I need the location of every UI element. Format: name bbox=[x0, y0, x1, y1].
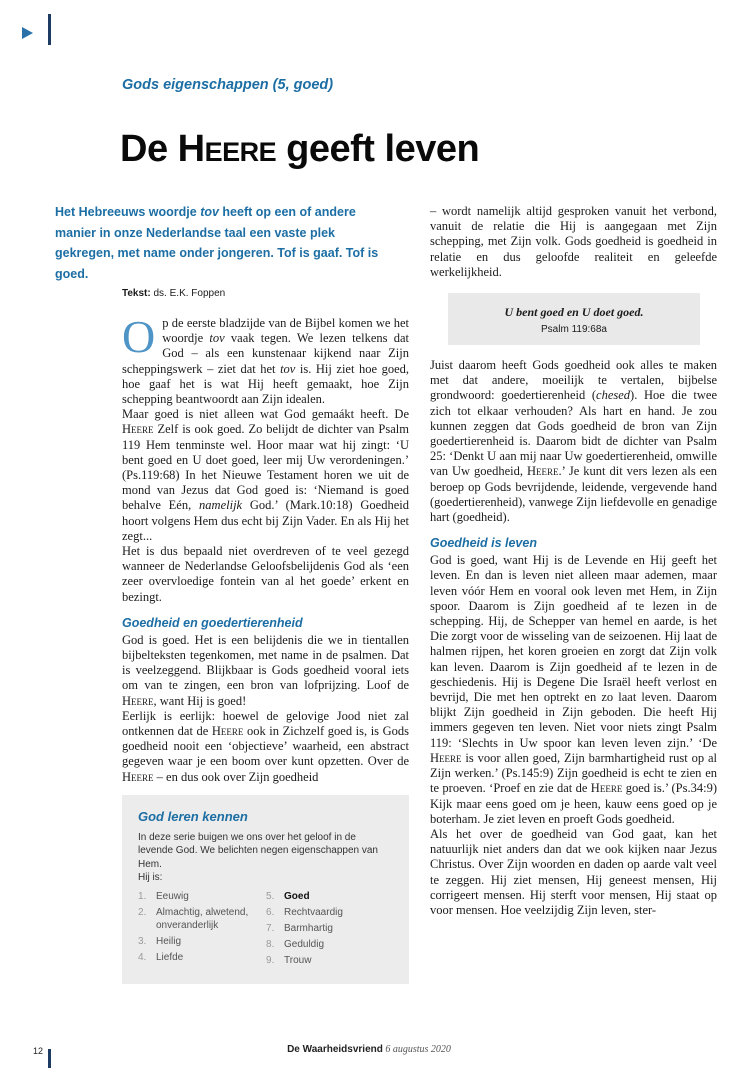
item-number: 7. bbox=[266, 922, 275, 934]
footer-magazine-name: De Waarheidsvriend bbox=[287, 1044, 383, 1055]
paragraph-3: Het is dus bepaald niet overdreven of te veel gezegd wanneer de Nederlandse Geloofsbelijdenis God als ‘een zeer overvloedige fontein van al het goede’ erkent en bezingt. bbox=[122, 544, 409, 604]
item-number: 5. bbox=[266, 890, 275, 902]
item-number: 1. bbox=[138, 890, 147, 902]
subheading-goedheid-is-leven: Goedheid is leven bbox=[430, 536, 537, 551]
infobox-intro: In deze serie buigen we ons over het geloof in de levende God. We belichten negen eigenschappen van Hem. bbox=[138, 831, 378, 870]
list-item bbox=[138, 890, 266, 903]
item-label: Barmhartig bbox=[284, 922, 333, 934]
attribute-list-col1 bbox=[138, 890, 266, 970]
category-label: Gods eigenschappen (5, goed) bbox=[122, 77, 334, 93]
item-number: 8. bbox=[266, 938, 275, 950]
subheading-goedheid-en-goedertierenheid: Goedheid en goedertierenheid bbox=[122, 615, 303, 630]
footer-center bbox=[0, 1044, 738, 1055]
paragraph-8: God is goed, want Hij is de Levende en Hij geeft het leven. En dan is leven niet alleen maar ademen, maar leven vóór Hem en vooral ook leven met Hem, in Zijn spoor. Daarom is Zijn goedheid af te lezen in de schepping. Hij, de Schepper van hemel en aarde, is het Die zorgt voor de wisseling van de seizoenen. Hij laat de halmen rijpen, het koren groeien en zorgt dat Zijn volk kan leven. Daarom is Zijn goedheid af te lezen in de geschiedenis. Hij is Degene Die Israël heeft verlost en bevrijd, Die met hen optrekt en zo laat leven. Daarom blijkt Zijn goedheid in Zijn geboden. Die heeft Hij immers gegeven ten leven. Niet voor niets zingt Psalm 119: ‘Slechts in Uw spoor kan leven leven zijn.’ ‘De Heere is voor allen goed, Zijn barmhartigheid rust op al Zijn werken.’ (Ps.145:9) Zijn goedheid is echt te zien en te proeven. ‘Proef en zie dat de Heere goed is.’ (Ps.34:9) Kijk maar eens goed om je heen, kauw eens goed op je boterham. Je ziet leven en proeft Gods goedheid. bbox=[430, 553, 717, 826]
list-item bbox=[138, 951, 266, 964]
paragraph-7: Juist daarom heeft Gods goedheid ook alles te maken met dat andere, moeilijk te vertalen, bijbelse grondwoord: goedertierenheid (chesed). Hoe die twee zich tot elkaar verhouden? Als hart en hand. Je zou kunnen zeggen dat Gods goedheid de bron van Zijn goedertierenheid is. Daarom bidt de dichter van Psalm 25: ‘Denkt U aan mij naar Uw goedertierenheid, omwille van Uw goedheid, Heere.’ Je kunt dit vers lezen als een beroep op Gods bevrijdende, leidende, vergevende hand (goedertierenheid), vanwege Zijn liefdevolle en genadige hart (goedheid). bbox=[430, 358, 718, 525]
list-item bbox=[266, 938, 393, 951]
item-label: Rechtvaardig bbox=[284, 906, 343, 918]
paragraph-5: Eerlijk is eerlijk: hoewel de gelovige Jood niet zal ontkennen dat de Heere ook in Zichzelf goed is, is Gods goedheid nooit een ‘objectieve’ waarheid, een abstract gegeven waar je een boom over kunt opzetten. Over de Heere – en dus ook over Zijn goedheid bbox=[122, 708, 409, 784]
drop-cap: O bbox=[122, 311, 156, 362]
top-rule bbox=[48, 14, 51, 45]
item-label: Liefde bbox=[156, 951, 184, 963]
attribute-list-col2 bbox=[266, 890, 393, 970]
item-label: Geduldig bbox=[284, 938, 325, 950]
corner-arrow-icon bbox=[22, 27, 33, 39]
byline-label: Tekst: bbox=[122, 288, 151, 299]
paragraph-1-text: p de eerste bladzijde van de Bijbel komen we het woordje tov vaak tegen. We lezen telkens dat God – als een kunstenaar kijkend naar Zijn scheppingswerk – ziet dat het tov is. Hij ziet hoe goed, hoe gaaf het is wat Hij heeft gemaakt, hoe Zijn schepping beantwoordt aan Zijn idealen. bbox=[122, 316, 410, 407]
quote-text: U bent goed en U doet goed. bbox=[504, 305, 644, 320]
footer-page-number: 12 bbox=[33, 1046, 44, 1056]
item-number: 4. bbox=[138, 951, 147, 963]
article-column-right bbox=[430, 204, 717, 918]
item-label: Goed bbox=[284, 890, 310, 902]
article-column-left bbox=[122, 311, 410, 984]
item-label: Eeuwig bbox=[156, 890, 189, 902]
list-item bbox=[266, 954, 393, 967]
infobox-god-leren-kennen bbox=[122, 795, 409, 984]
paragraph-4: God is goed. Het is een belijdenis die we in tientallen bijbelteksten tegenkomen, met name in de psalmen. Dat is veelzeggend. Blijkbaar is Gods goedheid vooral iets om van te zingen, een bron van lofprijzing. Loof de Heere, want Hij is goed! bbox=[122, 632, 409, 708]
item-number: 9. bbox=[266, 954, 275, 966]
item-label: Heilig bbox=[156, 935, 182, 947]
item-label: Almachtig, alwetend, onveranderlijk bbox=[156, 906, 249, 931]
item-number: 6. bbox=[266, 906, 275, 918]
item-number: 3. bbox=[138, 935, 147, 947]
list-item bbox=[266, 922, 393, 935]
title-post: geeft leven bbox=[276, 128, 480, 170]
paragraph-1 bbox=[122, 311, 410, 407]
infobox-title: God leren kennen bbox=[138, 808, 248, 824]
paragraph-6: – wordt namelijk altijd gesproken vanuit het verbond, vanuit de relatie die Hij is aangegaan met Zijn schepping, met Zijn volk. Gods goedheid is goedheid in relatie en dus geloofde realiteit en geleefde werkelijkheid. bbox=[430, 204, 717, 279]
intro-paragraph: Het Hebreeuws woordje tov heeft op een of andere manier in onze Nederlandse taal een vaste plek gekregen, met name onder jongeren. Tof is gaaf. Tof is goed. bbox=[55, 205, 379, 281]
item-number: 2. bbox=[138, 906, 147, 918]
pull-quote-box bbox=[448, 293, 700, 345]
list-item bbox=[138, 906, 266, 932]
title-name: Heere bbox=[177, 128, 277, 170]
item-label: Trouw bbox=[284, 954, 312, 966]
paragraph-2: Maar goed is niet alleen wat God gemaákt heeft. De Heere Zelf is ook goed. Zo belijdt de dichter van Psalm 119 Hem tenminste wel. Hoor maar wat hij zingt: ‘U bent goed en U doet goed, leer mij Uw verordeningen.’ (Ps.119:68) In het Nieuwe Testament horen we uit de mond van Jezus dat God goed is: ‘Niemand is goed behalve Eén, namelijk God.’ (Mark.10:18) Goedheid hoort volgens Hem dus echt bij Zijn Vader. En als Hij het zegt... bbox=[122, 407, 409, 543]
page-title bbox=[120, 126, 479, 172]
footer-date: 6 augustus 2020 bbox=[385, 1044, 451, 1055]
infobox-label: Hij is: bbox=[138, 872, 163, 884]
list-item-current bbox=[266, 890, 393, 903]
quote-source: Psalm 119:68a bbox=[541, 324, 607, 336]
paragraph-9: Als het over de goedheid van God gaat, kan het natuurlijk niet anders dan dat we ook kijken naar Jezus Christus. Over Zijn woorden en daden op aarde valt veel te zeggen. Hij ziet mensen, Hij geneest mensen, Hij corrigeert mensen. Hij sterft voor mensen, Hij staat op voor mensen. Hoe veelzijdig Zijn leven, ster- bbox=[430, 826, 717, 917]
title-pre: De bbox=[120, 128, 178, 170]
list-item bbox=[138, 935, 266, 948]
list-item bbox=[266, 906, 393, 919]
attribute-list bbox=[138, 890, 393, 970]
byline-author: ds. E.K. Foppen bbox=[150, 288, 226, 299]
byline bbox=[122, 288, 225, 299]
